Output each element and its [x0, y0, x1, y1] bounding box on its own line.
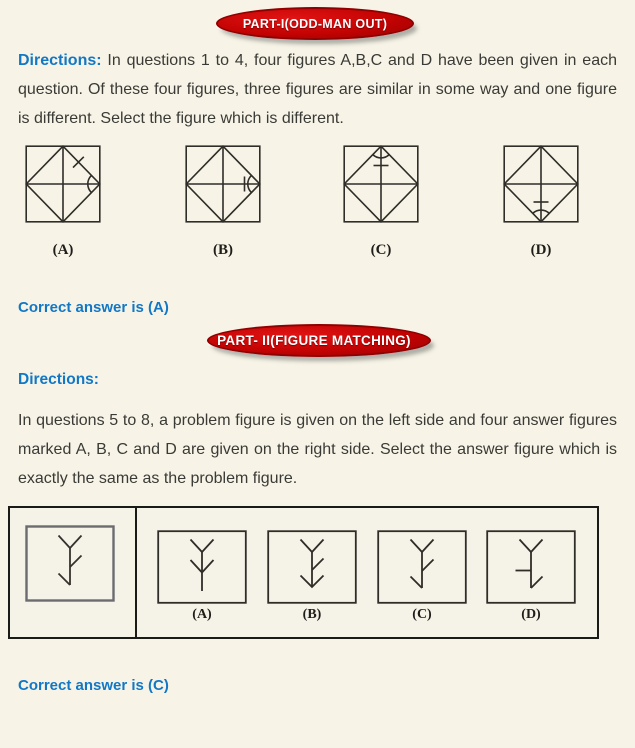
problem-figure [25, 525, 115, 602]
match-figure-a-drawing [157, 530, 247, 604]
odd-man-figure-a [25, 145, 101, 259]
part2-correct-answer: Correct answer is (C) [18, 677, 169, 694]
figure-label: (D) [521, 607, 541, 622]
figure-label: (B) [302, 607, 322, 622]
part1-directions [18, 46, 617, 133]
panel-divider [135, 508, 137, 637]
problem-figure-drawing [25, 525, 115, 602]
part1-banner [216, 7, 414, 40]
part1-directions-text: In questions 1 to 4, four figures A,B,C and D have been given in each question. Of these four figures, three figures are similar in some way and one figure is different. Select the figure which is different. [18, 52, 617, 127]
match-figure-c-drawing [377, 530, 467, 604]
match-figure-b-drawing [267, 530, 357, 604]
match-figure-c [377, 530, 467, 623]
odd-man-figure-b-drawing [185, 145, 261, 223]
odd-man-figure-d [503, 145, 579, 259]
match-figure-d-drawing [486, 530, 576, 604]
figure-label: (A) [52, 242, 74, 258]
match-figure-d [486, 530, 576, 623]
odd-man-figure-d-drawing [503, 145, 579, 223]
match-figure-a [157, 530, 247, 623]
part1-correct-answer: Correct answer is (A) [18, 299, 169, 316]
figure-label: (A) [192, 607, 212, 622]
odd-man-figure-c-drawing [343, 145, 419, 223]
part1-directions-label: Directions: [18, 52, 102, 69]
figure-matching-panel [8, 506, 599, 639]
part2-banner [207, 324, 431, 357]
odd-man-figure-a-drawing [25, 145, 101, 223]
figure-label: (B) [213, 242, 233, 258]
match-figure-b [267, 530, 357, 623]
figure-label: (C) [412, 607, 432, 622]
part1-banner-label: PART-I(ODD-MAN OUT) [242, 16, 388, 31]
part2-banner-label: PART- II(FIGURE MATCHING) [217, 333, 411, 348]
figure-label: (D) [530, 242, 552, 258]
odd-man-figure-b [185, 145, 261, 259]
part2-directions-label: Directions: [18, 371, 99, 388]
odd-man-figure-c [343, 145, 419, 259]
figure-label: (C) [370, 242, 392, 258]
part2-directions-text: In questions 5 to 8, a problem figure is given on the left side and four answer figures marked A, B, C and D are given on the right side. Select the answer figure which is exactly the same as the problem figure. [18, 412, 617, 487]
